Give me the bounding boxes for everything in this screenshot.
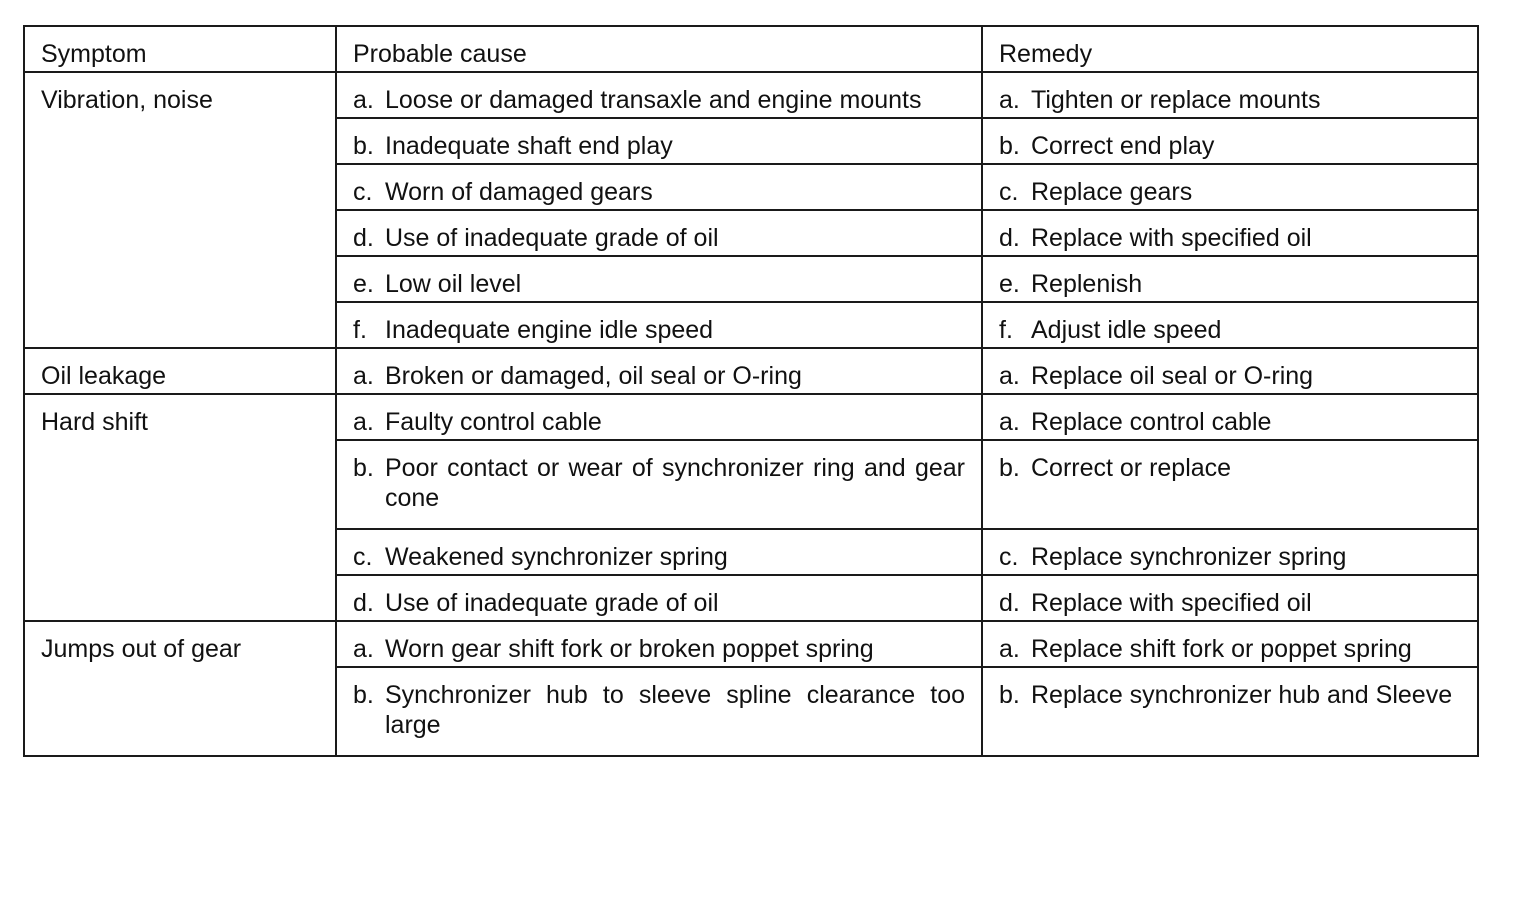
cause-marker: d. [353,224,374,252]
cause-cell [336,394,982,440]
remedy-cell [982,529,1478,575]
remedy-cell [982,210,1478,256]
remedy-cell [982,575,1478,621]
cause-marker: a. [353,408,374,436]
symptom-cell: Vibration, noise [24,72,336,348]
cause-marker: a. [353,86,374,114]
cause-text: Broken or damaged, oil seal or O-ring [385,362,802,390]
remedy-cell [982,72,1478,118]
remedy-marker: b. [999,454,1020,482]
cause-text: Inadequate shaft end play [385,132,673,160]
table-row [24,621,1478,667]
remedy-text: Correct end play [1031,132,1215,160]
cause-text: Loose or damaged transaxle and engine mounts [385,86,922,114]
remedy-text: Replace gears [1031,178,1193,206]
header-probable-cause: Probable cause [336,26,982,72]
remedy-marker: a. [999,86,1020,114]
cause-text: Low oil level [385,270,522,298]
remedy-text: Replace control cable [1031,408,1272,436]
cause-text: Worn of damaged gears [385,178,653,206]
cause-cell [336,210,982,256]
remedy-marker: d. [999,224,1020,252]
remedy-cell [982,440,1478,529]
cause-marker: c. [353,178,373,206]
cause-marker: e. [353,270,374,298]
cause-cell [336,348,982,394]
table-row [24,72,1478,118]
remedy-text: Correct or replace [1031,454,1232,482]
remedy-text: Replace oil seal or O-ring [1031,362,1314,390]
remedy-marker: b. [999,132,1020,160]
remedy-cell [982,302,1478,348]
symptom-cell: Oil leakage [24,348,336,394]
remedy-text: Replenish [1031,270,1143,298]
cause-cell [336,667,982,756]
remedy-marker: e. [999,270,1020,298]
cause-text: Use of inadequate grade of oil [385,224,719,252]
cause-cell [336,529,982,575]
cause-text: Inadequate engine idle speed [385,316,714,344]
remedy-text: Replace with specified oil [1031,224,1312,252]
cause-marker: d. [353,589,374,617]
cause-cell [336,118,982,164]
remedy-cell [982,667,1478,756]
cause-text: Synchronizer hub to sleeve spline clearance too large [385,681,965,739]
cause-text: Use of inadequate grade of oil [385,589,719,617]
cause-marker: b. [353,132,374,160]
remedy-cell [982,621,1478,667]
remedy-text: Tighten or replace mounts [1031,86,1321,114]
remedy-marker: a. [999,362,1020,390]
cause-text: Poor contact or wear of synchronizer ring and gear cone [385,454,965,512]
remedy-marker: a. [999,408,1020,436]
remedy-text: Replace shift fork or poppet spring [1031,635,1412,663]
header-remedy: Remedy [982,26,1478,72]
remedy-cell [982,394,1478,440]
symptom-cell: Hard shift [24,394,336,621]
remedy-cell [982,164,1478,210]
remedy-marker: f. [999,316,1013,344]
cause-text: Faulty control cable [385,408,602,436]
remedy-text: Replace synchronizer hub and Sleeve [1031,681,1453,709]
cause-cell [336,164,982,210]
remedy-marker: a. [999,635,1020,663]
troubleshooting-table [23,25,1479,757]
cause-cell [336,575,982,621]
symptom-cell: Jumps out of gear [24,621,336,756]
remedy-marker: c. [999,178,1019,206]
remedy-marker: c. [999,543,1019,571]
remedy-marker: d. [999,589,1020,617]
remedy-text: Adjust idle speed [1031,316,1222,344]
remedy-text: Replace synchronizer spring [1031,543,1347,571]
header-symptom: Symptom [24,26,336,72]
cause-marker: a. [353,635,374,663]
remedy-cell [982,118,1478,164]
cause-marker: b. [353,681,374,709]
header-row [24,26,1478,72]
cause-cell [336,621,982,667]
cause-cell [336,302,982,348]
cause-cell [336,72,982,118]
table-row [24,394,1478,440]
cause-text: Weakened synchronizer spring [385,543,728,571]
remedy-text: Replace with specified oil [1031,589,1312,617]
cause-marker: b. [353,454,374,482]
cause-cell [336,440,982,529]
remedy-cell [982,348,1478,394]
cause-marker: c. [353,543,373,571]
remedy-cell [982,256,1478,302]
remedy-marker: b. [999,681,1020,709]
cause-cell [336,256,982,302]
cause-text: Worn gear shift fork or broken poppet spring [385,635,874,663]
table-row [24,348,1478,394]
cause-marker: a. [353,362,374,390]
cause-marker: f. [353,316,367,344]
